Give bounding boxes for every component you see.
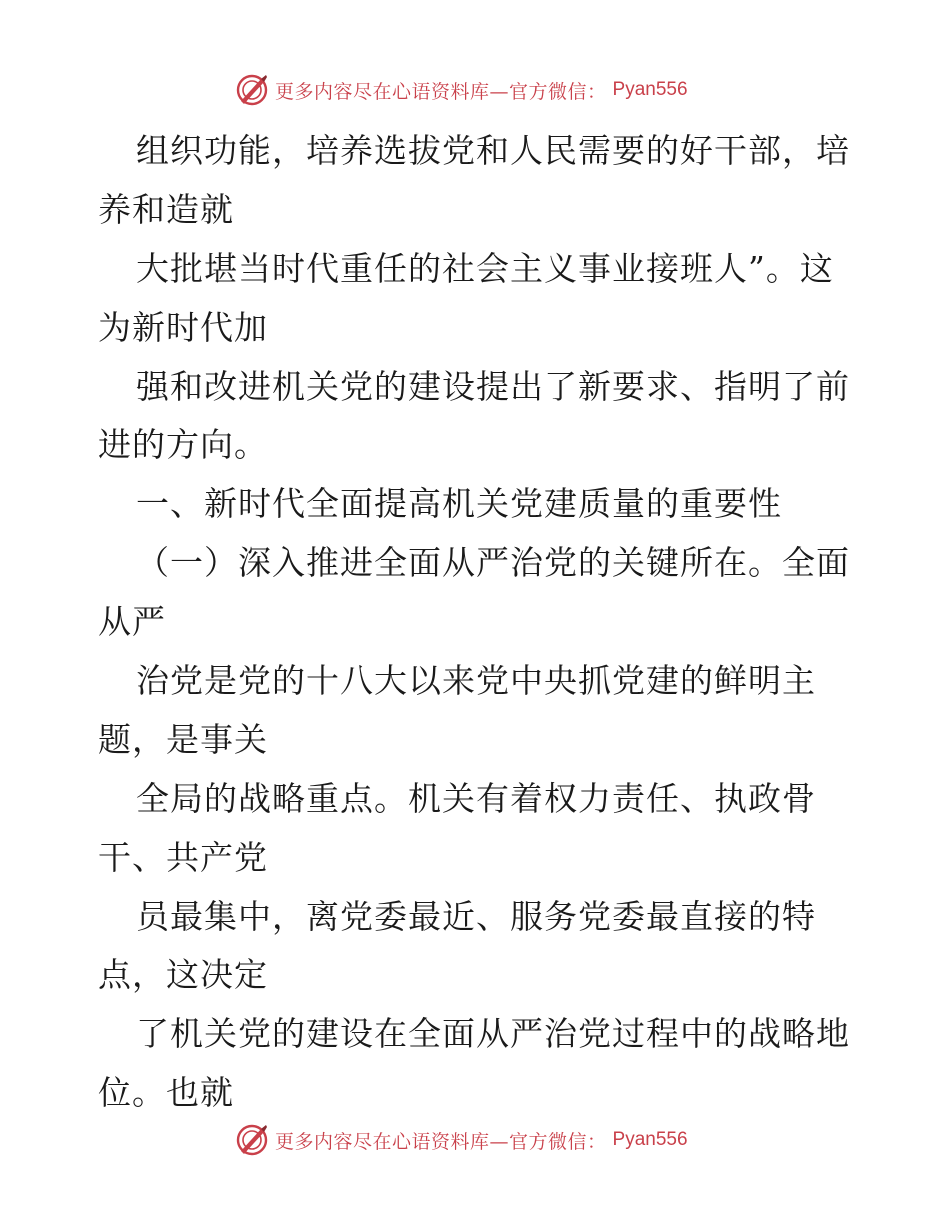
watermark-text: 更多内容尽在心语资料库—官方微信：: [275, 80, 607, 103]
text-line: 员最集中，离党委最近、服务党委最直接的特: [136, 896, 816, 936]
text-line: 进的方向。: [98, 425, 268, 465]
text-line: 了机关党的建设在全面从严治党过程中的战略地: [136, 1014, 850, 1054]
text-line: 从严: [98, 602, 166, 642]
text-line: 位。也就: [98, 1073, 234, 1113]
text-line: 为新时代加: [98, 307, 268, 347]
watermark-text: 更多内容尽在心语资料库—官方微信：: [275, 1130, 607, 1153]
text-line: 干、共产党: [98, 837, 268, 877]
watermark-wechat-id: Pyan556: [612, 1129, 688, 1150]
text-line: 全局的战略重点。机关有着权力责任、执政骨: [136, 778, 816, 818]
document-body: [98, 122, 858, 1123]
brush-logo-icon: [235, 1123, 269, 1157]
section-heading: 一、新时代全面提高机关党建质量的重要性: [136, 484, 782, 524]
watermark-wechat-id: Pyan556: [612, 79, 688, 100]
text-line: 大批堪当时代重任的社会主义事业接班人”。这: [136, 248, 834, 288]
text-line: 题，是事关: [98, 719, 268, 759]
text-line: 养和造就: [98, 189, 234, 229]
footer-watermark: [235, 1122, 688, 1158]
header-watermark: [235, 72, 688, 108]
text-line: 治党是党的十八大以来党中央抓党建的鲜明主: [136, 661, 816, 701]
brush-logo-icon: [235, 73, 269, 107]
text-line: 组织功能，培养选拔党和人民需要的好干部，培: [136, 131, 850, 170]
text-line: 点，这决定: [98, 955, 268, 995]
text-line: 强和改进机关党的建设提出了新要求、指明了前: [136, 366, 850, 406]
subsection-heading: （一）深入推进全面从严治党的关键所在。全面: [136, 543, 850, 583]
